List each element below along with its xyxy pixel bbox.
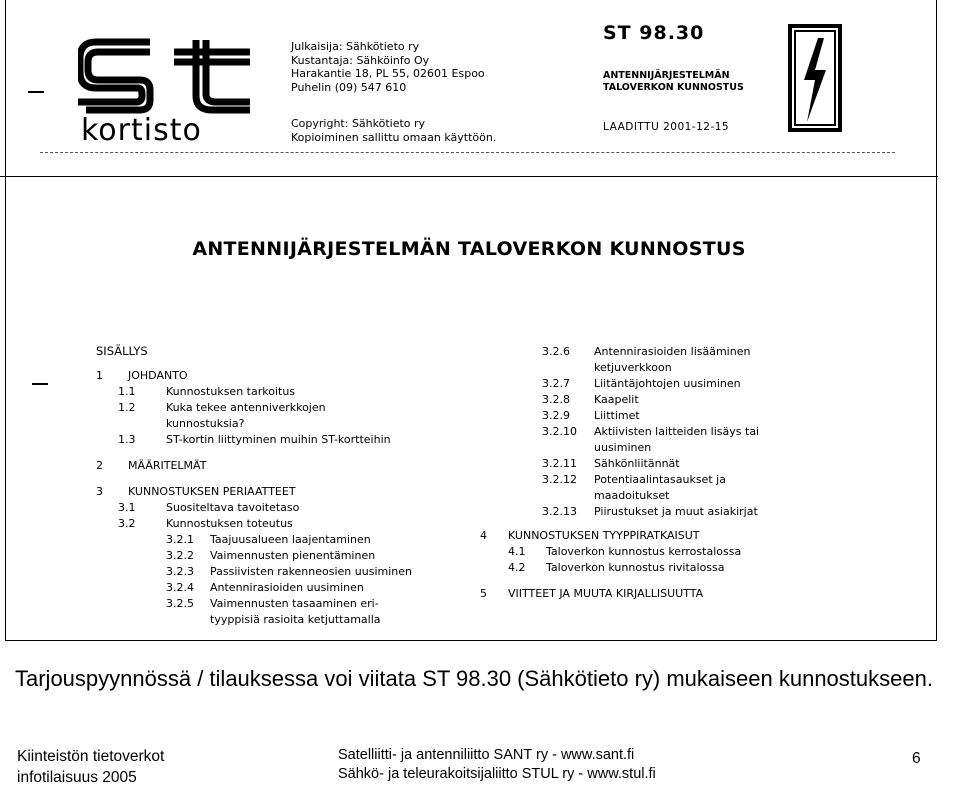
st-card-subtitle <box>603 70 744 94</box>
margin-mark <box>28 91 44 93</box>
publisher-line: Puhelin (09) 547 610 <box>291 80 407 94</box>
footer-event-title: Kiinteistön tietoverkot <box>17 748 165 765</box>
st-subtitle-line: ANTENNIJÄRJESTELMÄN <box>603 70 730 81</box>
footer-organizations <box>338 746 656 784</box>
publisher-line: Julkaisija: Sähkötieto ry <box>291 40 420 53</box>
header-dashed-rule <box>40 152 895 153</box>
footer-left <box>17 746 164 788</box>
page-number: 6 <box>912 750 921 767</box>
footer-event-subtitle: infotilaisuus 2005 <box>17 769 137 786</box>
copyright-info <box>291 117 496 144</box>
slide-caption: Tarjouspyynnössä / tilauksessa voi viitata ST 98.30 (Sähkötieto ry) mukaiseen kunnostukseen. <box>15 666 933 691</box>
publisher-line: Kustantaja: Sähköinfo Oy <box>291 53 430 67</box>
footer-org-line: Sähkö- ja teleurakoitsijaliitto STUL ry - www.stul.fi <box>338 766 656 782</box>
st-card-number: ST 98.30 <box>603 22 705 44</box>
publisher-line: Harakantie 18, PL 55, 02601 Espoo <box>291 67 485 80</box>
publisher-info <box>291 40 485 94</box>
st-kortisto-logo <box>78 38 268 148</box>
lightning-bolt-icon <box>788 24 842 132</box>
st-card-date: LAADITTU 2001-12-15 <box>603 121 730 133</box>
footer-org-line: Satelliitti- ja antenniliitto SANT ry - www.sant.fi <box>338 747 635 763</box>
toc-heading: SISÄLLYS <box>96 344 148 358</box>
st-subtitle-line: TALOVERKON KUNNOSTUS <box>603 82 744 93</box>
header-divider <box>0 176 938 177</box>
copyright-line: Kopioiminen sallittu omaan käyttöön. <box>291 130 497 144</box>
document-title: ANTENNIJÄRJESTELMÄN TALOVERKON KUNNOSTUS <box>192 238 746 260</box>
copyright-line: Copyright: Sähkötieto ry <box>291 117 426 130</box>
margin-mark <box>32 383 48 385</box>
logo-wordmark: kortisto <box>81 113 202 148</box>
